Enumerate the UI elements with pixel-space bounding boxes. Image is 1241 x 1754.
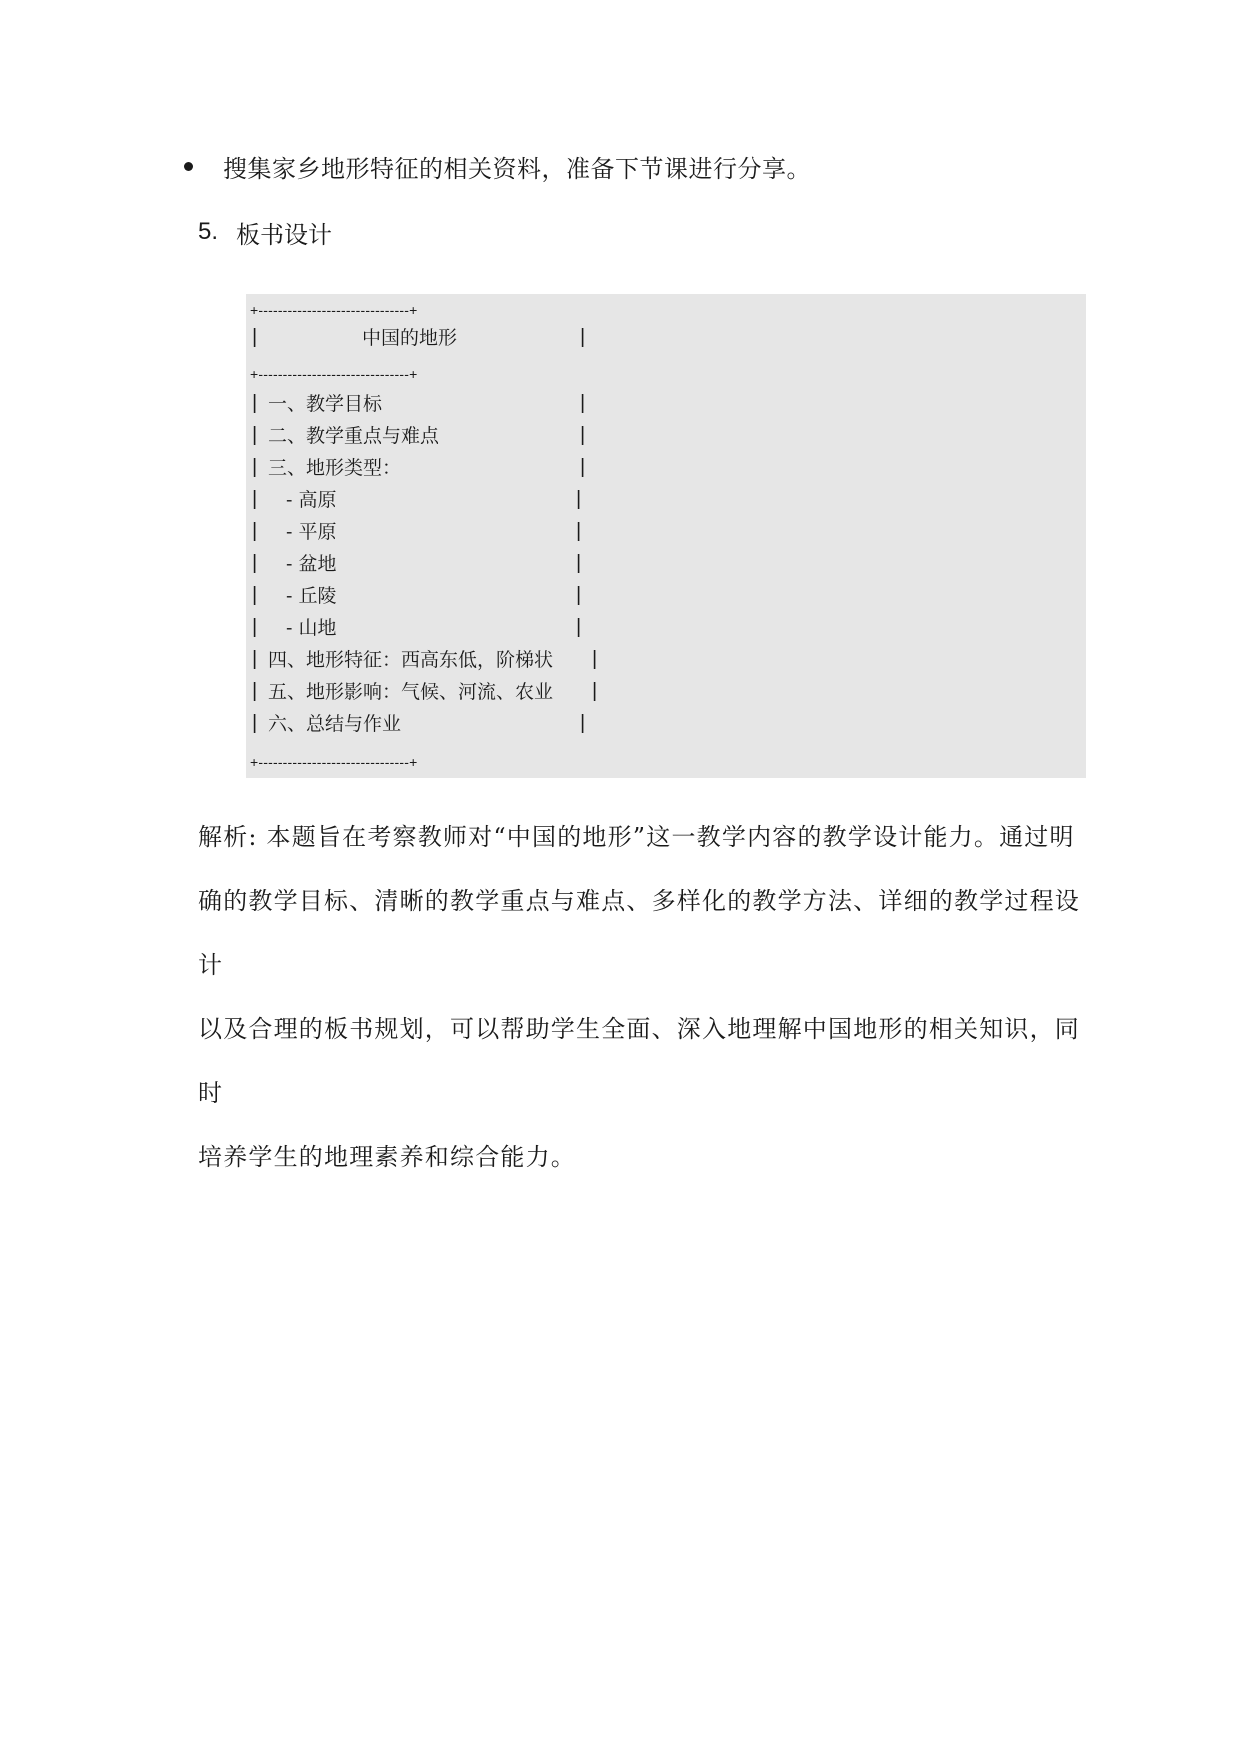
section-heading <box>198 214 332 250</box>
board-border-right: | <box>580 424 586 446</box>
board-border-left: | <box>252 648 258 670</box>
section-title: 板书设计 <box>236 220 333 249</box>
board-line-4: - 高原 <box>286 489 337 511</box>
board-rule-mid: +-------------------------------+ <box>250 366 418 382</box>
board-border-left: | <box>252 680 258 702</box>
board-line-1: 一、教学目标 <box>268 393 383 415</box>
homework-bullet-text: 搜集家乡地形特征的相关资料，准备下节课进行分享。 <box>223 154 811 183</box>
board-border-right: | <box>580 392 586 414</box>
board-border-left: | <box>252 584 258 606</box>
board-line-3: 三、地形类型： <box>268 457 402 479</box>
board-border-left: | <box>252 392 258 414</box>
homework-bullet-item <box>184 148 811 184</box>
board-border-right: | <box>576 488 582 510</box>
board-line-9: 四、地形特征：西高东低，阶梯状 <box>268 649 554 671</box>
blackboard-design-box <box>246 294 1086 778</box>
board-border-right: | <box>576 616 582 638</box>
board-line-6: - 盆地 <box>286 553 337 575</box>
analysis-line-4: 培养学生的地理素养和综合能力。 <box>198 1143 576 1171</box>
bullet-dot-icon <box>184 162 193 171</box>
board-rule-top: +-------------------------------+ <box>250 302 418 318</box>
board-border-right: | <box>580 326 586 348</box>
board-line-5: - 平原 <box>286 521 337 543</box>
analysis-text-1: 本题旨在考察教师对“中国的地形”这一教学内容的教学设计能力。通过明 <box>266 823 1075 851</box>
board-line-8: - 山地 <box>286 617 337 639</box>
board-border-right: | <box>576 584 582 606</box>
board-line-11: 六、总结与作业 <box>268 713 402 735</box>
analysis-paragraph <box>198 805 1090 1189</box>
board-border-left: | <box>252 552 258 574</box>
board-border-right: | <box>592 648 598 670</box>
board-border-left: | <box>252 424 258 446</box>
board-border-right: | <box>576 552 582 574</box>
board-line-7: - 丘陵 <box>286 585 337 607</box>
board-line-10: 五、地形影响：气候、河流、农业 <box>268 681 554 703</box>
board-border-left: | <box>252 520 258 542</box>
board-border-left: | <box>252 616 258 638</box>
analysis-line-3: 以及合理的板书规划，可以帮助学生全面、深入地理解中国地形的相关知识，同时 <box>198 1015 1080 1107</box>
analysis-label: 解析: <box>198 823 258 851</box>
analysis-line-2: 确的教学目标、清晰的教学重点与难点、多样化的教学方法、详细的教学过程设计 <box>198 887 1080 979</box>
board-border-right: | <box>576 520 582 542</box>
board-border-right: | <box>592 680 598 702</box>
board-border-left: | <box>252 326 258 348</box>
board-border-left: | <box>252 712 258 734</box>
board-border-left: | <box>252 456 258 478</box>
board-border-right: | <box>580 456 586 478</box>
board-border-right: | <box>580 712 586 734</box>
section-number: 5. <box>198 218 219 245</box>
analysis-line-1 <box>198 805 1090 869</box>
board-border-left: | <box>252 488 258 510</box>
board-line-2: 二、教学重点与难点 <box>268 425 440 447</box>
board-title: 中国的地形 <box>362 327 458 349</box>
board-rule-bottom: +-------------------------------+ <box>250 754 418 770</box>
